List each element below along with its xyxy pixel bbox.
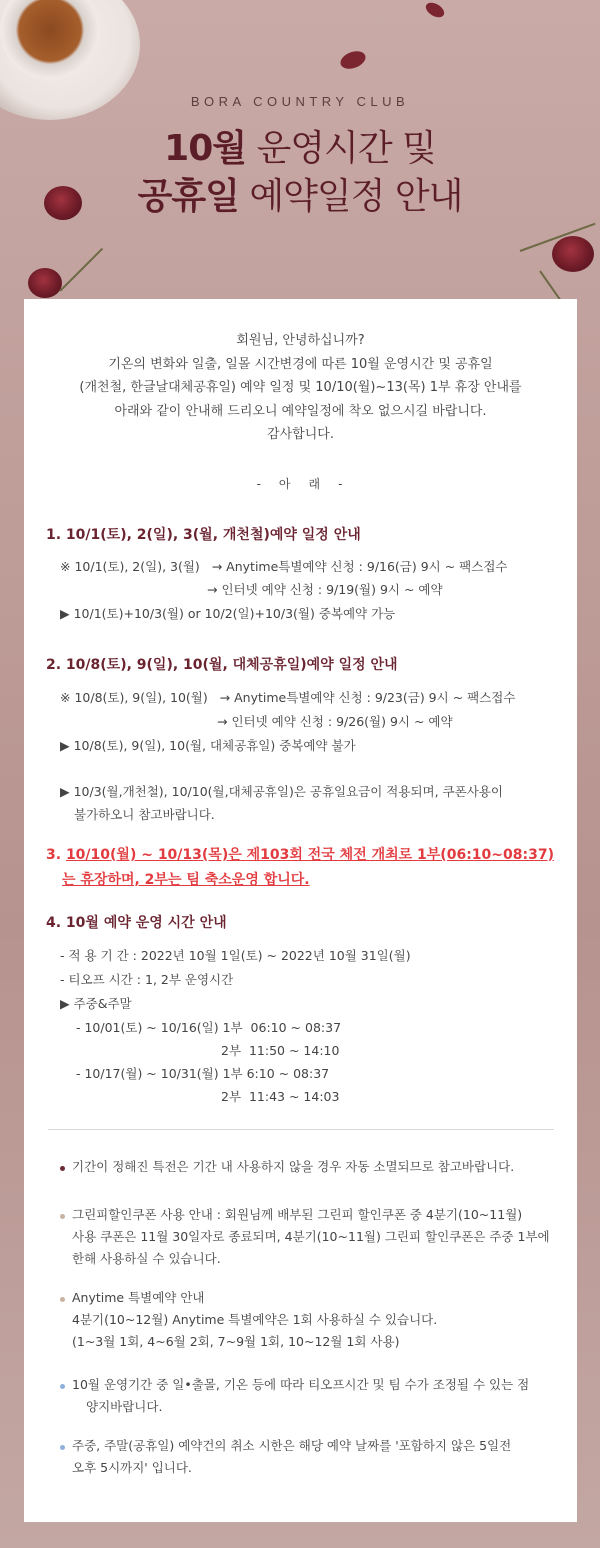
greeting-line: 아래와 같이 안내해 드리오니 예약일정에 착오 없으시길 바랍니다. <box>114 403 487 419</box>
section-divider <box>48 1129 554 1130</box>
section3-line: 10/10(월) ~ 10/13(목)은 제103회 전국 체전 개최로 1부(06:10~08:37) <box>65 847 554 863</box>
title-line2-bold: 공휴일 <box>137 176 239 217</box>
title-line2-light: 예약일정 안내 <box>238 176 463 217</box>
rose-stem-decoration <box>59 248 103 292</box>
note-line: Anytime 특별예약 안내 <box>72 1290 205 1305</box>
note-line: (1~3월 1회, 4~6월 2회, 7~9월 1회, 10~12월 1회 사용) <box>72 1334 400 1349</box>
bullet-dot <box>60 1297 65 1302</box>
note-line: 그린피할인쿠폰 사용 안내 : 회원님께 배부된 그린피 할인쿠폰 중 4분기(10~11월) <box>72 1207 523 1222</box>
note-line: 오후 5시까지' 입니다. <box>72 1460 192 1475</box>
arae-dash: - <box>338 477 345 491</box>
note-line: 사용 쿠폰은 11월 30일자로 종료되며, 4분기(10~11월) 그린피 할인쿠폰은 주중 1부에 <box>72 1229 550 1244</box>
section2-line: ▶ 10/3(월,개천철), 10/10(월,대체공휴일)은 공휴일요금이 적용되며, 쿠폰사용이 <box>60 784 503 799</box>
arae-dash: - <box>256 477 263 491</box>
header <box>0 94 600 221</box>
note-line: 주중, 주말(공휴일) 예약건의 취소 시한은 해당 예약 날짜를 '포함하지 않은 5일전 <box>72 1438 512 1453</box>
bullet-dot <box>60 1384 65 1389</box>
section2-line: 불가하오니 참고바랍니다. <box>74 807 215 822</box>
section4-title: 4. 10월 예약 운영 시간 안내 <box>46 915 227 931</box>
section2-line: → 인터넷 예약 신청 : 9/26(월) 9시 ~ 예약 <box>217 714 453 729</box>
note-item <box>72 1435 557 1479</box>
section4-line: 2부 11:43 ~ 14:03 <box>221 1089 340 1104</box>
rose-petal-decoration <box>423 0 446 20</box>
greeting-line: 회원님, 안녕하십니까? <box>236 333 365 348</box>
arae-char: 래 <box>308 477 323 491</box>
note-item <box>72 1204 557 1270</box>
page-title <box>0 125 600 221</box>
arae-divider <box>24 475 577 492</box>
note-line: 4분기(10~12월) Anytime 특별예약은 1회 사용하실 수 있습니다. <box>72 1312 438 1327</box>
section2-title: 2. 10/8(토), 9(일), 10(월, 대체공휴일)예약 일정 안내 <box>46 657 398 673</box>
section1-line: ※ 10/1(토), 2(일), 3(월) → Anytime특별예약 신청 : 9/16(금) 9시 ~ 팩스접수 <box>60 559 508 574</box>
greeting-line: (개천철, 한글날대체공휴일) 예약 일정 및 10/10(월)~13(목) 1부 휴장 안내를 <box>79 380 522 395</box>
note-line: 10월 운영기간 중 일•출몰, 기온 등에 따라 티오프시간 및 팀 수가 조정될 수 있는 점 <box>72 1377 530 1392</box>
note-item <box>72 1156 557 1178</box>
title-line1-bold: 10월 <box>164 128 247 169</box>
notice-card <box>24 299 577 1522</box>
section2-line: ▶ 10/8(토), 9(일), 10(월, 대체공휴일) 중복예약 불가 <box>60 738 356 753</box>
section1-title: 1. 10/1(토), 2(일), 3(월, 개천철)예약 일정 안내 <box>46 527 361 543</box>
section3-number: 3. <box>46 847 66 863</box>
note-line: 양지바랍니다. <box>86 1399 163 1414</box>
section4-line: - 티오프 시간 : 1, 2부 운영시간 <box>60 972 234 987</box>
dried-rose-decoration <box>28 268 62 298</box>
greeting-paragraph <box>24 329 577 447</box>
title-line1-light: 운영시간 및 <box>246 128 436 169</box>
note-line: 기간이 정해진 특전은 기간 내 사용하지 않을 경우 자동 소멸되므로 참고바랍니다. <box>72 1159 515 1174</box>
dried-rose-decoration <box>552 236 594 272</box>
section3-line: 는 휴장하며, 2부는 팀 축소운영 합니다. <box>62 872 310 888</box>
greeting-line: 기온의 변화와 일출, 일몰 시간변경에 따른 10월 운영시간 및 공휴일 <box>108 356 493 372</box>
section4-line: - 적 용 기 간 : 2022년 10월 1일(토) ~ 2022년 10월 31일(월) <box>60 948 411 963</box>
section4-line: - 10/17(월) ~ 10/31(월) 1부 6:10 ~ 08:37 <box>76 1066 330 1081</box>
note-line: 한해 사용하실 수 있습니다. <box>72 1251 221 1266</box>
section4-line: 2부 11:50 ~ 14:10 <box>221 1043 340 1058</box>
bullet-dot <box>60 1445 65 1450</box>
arae-char: 아 <box>278 477 293 491</box>
bullet-dot <box>60 1166 65 1171</box>
section4-line: - 10/01(토) ~ 10/16(일) 1부 06:10 ~ 08:37 <box>76 1020 342 1035</box>
note-item <box>72 1287 557 1353</box>
section4-line: ▶ 주중&주말 <box>60 996 132 1011</box>
greeting-line: 감사합니다. <box>267 427 334 442</box>
rose-petal-decoration <box>338 48 368 72</box>
section2-line: ※ 10/8(토), 9(일), 10(월) → Anytime특별예약 신청 : 9/23(금) 9시 ~ 팩스접수 <box>60 690 516 705</box>
section3-alert <box>46 843 554 893</box>
bullet-dot <box>60 1214 65 1219</box>
club-name: BORA COUNTRY CLUB <box>190 94 410 109</box>
section1-line: → 인터넷 예약 신청 : 9/19(월) 9시 ~ 예약 <box>207 582 443 597</box>
note-item <box>72 1374 557 1418</box>
section1-line: ▶ 10/1(토)+10/3(월) or 10/2(일)+10/3(월) 중복예약 가능 <box>60 606 396 621</box>
